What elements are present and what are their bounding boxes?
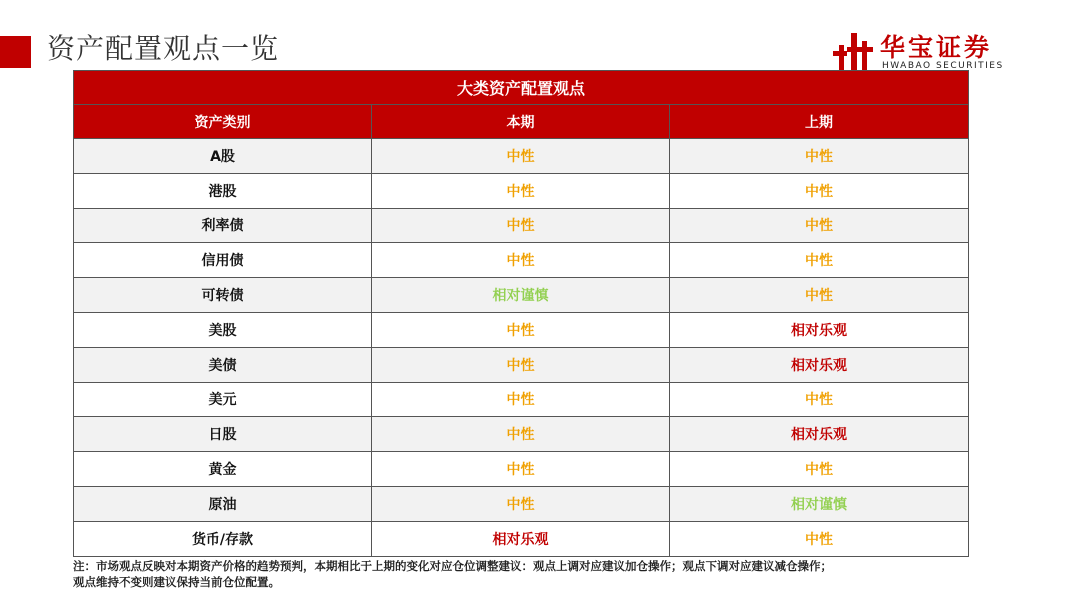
current-stance: 中性 — [372, 347, 670, 382]
current-stance: 中性 — [372, 173, 670, 208]
previous-stance: 相对乐观 — [670, 312, 969, 347]
table-row — [74, 278, 969, 313]
previous-stance: 中性 — [670, 173, 969, 208]
asset-name: 港股 — [74, 173, 372, 208]
footnote-line-2: 观点维持不变则建议保持当前仓位配置。 — [73, 575, 280, 589]
previous-stance: 相对乐观 — [670, 347, 969, 382]
asset-name: 日股 — [74, 417, 372, 452]
hwabao-logo-icon — [833, 33, 873, 71]
current-stance: 中性 — [372, 417, 670, 452]
table-row — [74, 452, 969, 487]
previous-stance: 相对乐观 — [670, 417, 969, 452]
column-header-previous: 上期 — [670, 105, 969, 139]
asset-name: 原油 — [74, 486, 372, 521]
asset-allocation-table — [73, 70, 969, 557]
current-stance: 相对乐观 — [372, 521, 670, 556]
previous-stance: 中性 — [670, 278, 969, 313]
brand-logo — [833, 33, 1033, 73]
current-stance: 中性 — [372, 382, 670, 417]
table-row — [74, 486, 969, 521]
column-header-current: 本期 — [372, 105, 670, 139]
table-row — [74, 173, 969, 208]
table-row — [74, 243, 969, 278]
previous-stance: 中性 — [670, 243, 969, 278]
table-row — [74, 382, 969, 417]
previous-stance: 中性 — [670, 139, 969, 174]
table-row — [74, 521, 969, 556]
current-stance: 中性 — [372, 312, 670, 347]
previous-stance: 中性 — [670, 382, 969, 417]
title-accent-block — [0, 36, 31, 68]
asset-name: 货币/存款 — [74, 521, 372, 556]
page-title: 资产配置观点一览 — [47, 32, 280, 65]
table-row — [74, 139, 969, 174]
footnote — [73, 558, 973, 590]
brand-name-en: HWABAO SECURITIES — [882, 61, 1004, 71]
asset-name: 美元 — [74, 382, 372, 417]
column-header-asset: 资产类别 — [74, 105, 372, 139]
brand-name-cn: 华宝证券 — [880, 33, 993, 62]
current-stance: 中性 — [372, 243, 670, 278]
previous-stance: 中性 — [670, 208, 969, 243]
previous-stance: 中性 — [670, 521, 969, 556]
table-row — [74, 208, 969, 243]
asset-name: 美股 — [74, 312, 372, 347]
current-stance: 中性 — [372, 452, 670, 487]
current-stance: 中性 — [372, 208, 670, 243]
asset-name: 黄金 — [74, 452, 372, 487]
current-stance: 中性 — [372, 486, 670, 521]
table-row — [74, 312, 969, 347]
table-title: 大类资产配置观点 — [74, 71, 969, 105]
asset-name: 信用债 — [74, 243, 372, 278]
current-stance: 相对谨慎 — [372, 278, 670, 313]
asset-name: 可转债 — [74, 278, 372, 313]
footnote-line-1: 注：市场观点反映对本期资产价格的趋势预判，本期相比于上期的变化对应仓位调整建议：观点上调对应建议加仓操作；观点下调对应建议减仓操作； — [73, 559, 832, 573]
table-row — [74, 417, 969, 452]
asset-name: 美债 — [74, 347, 372, 382]
previous-stance: 中性 — [670, 452, 969, 487]
previous-stance: 相对谨慎 — [670, 486, 969, 521]
current-stance: 中性 — [372, 139, 670, 174]
asset-name: A股 — [74, 139, 372, 174]
table-row — [74, 347, 969, 382]
asset-name: 利率债 — [74, 208, 372, 243]
